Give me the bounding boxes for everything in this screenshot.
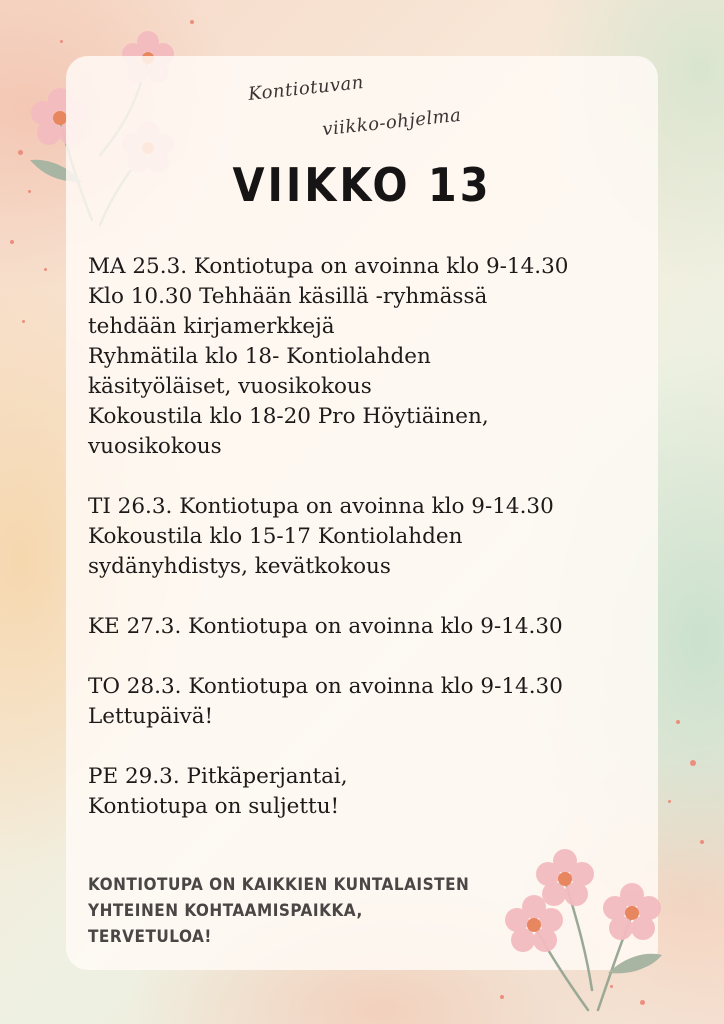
schedule-line: Kokoustila klo 15-17 Kontiolahden: [88, 524, 463, 549]
schedule-line: käsityöläiset, vuosikokous: [88, 374, 372, 399]
heading-line1: Kontiotuvan: [247, 71, 365, 106]
day-wednesday: [88, 612, 644, 642]
day-friday: [88, 762, 644, 822]
flower-f: [603, 883, 661, 940]
footer-line: YHTEINEN KOHTAAMISPAIKKA,: [88, 901, 363, 921]
day-tuesday: [88, 492, 644, 582]
schedule-line: Kokoustila klo 18-20 Pro Höytiäinen,: [88, 404, 489, 429]
weekly-schedule: [88, 252, 644, 852]
schedule-line: Kontiotupa on suljettu!: [88, 794, 340, 819]
heading-line2: viikko-ohjelma: [321, 104, 463, 141]
schedule-line: PE 29.3. Pitkäperjantai,: [88, 764, 348, 789]
schedule-line: TI 26.3. Kontiotupa on avoinna klo 9-14.30: [88, 494, 554, 519]
footer-line: TERVETULOA!: [88, 927, 212, 947]
schedule-line: KE 27.3. Kontiotupa on avoinna klo 9-14.30: [88, 614, 563, 639]
page-title: VIIKKO 13: [232, 158, 492, 212]
schedule-line: Ryhmätila klo 18- Kontiolahden: [88, 344, 431, 369]
schedule-line: TO 28.3. Kontiotupa on avoinna klo 9-14.30: [88, 674, 563, 699]
schedule-line: vuosikokous: [88, 434, 222, 459]
schedule-line: tehdään kirjamerkkejä: [88, 314, 335, 339]
schedule-line: MA 25.3. Kontiotupa on avoinna klo 9-14.30: [88, 254, 569, 279]
flower-cluster-bottom-right-icon: [500, 845, 675, 1015]
day-thursday: [88, 672, 644, 732]
flower-d: [536, 849, 594, 906]
schedule-line: Klo 10.30 Tehhään käsillä -ryhmässä: [88, 284, 488, 309]
day-monday: [88, 252, 644, 462]
footer-line: KONTIOTUPA ON KAIKKIEN KUNTALAISTEN: [88, 875, 470, 895]
program-card: [66, 56, 658, 970]
schedule-line: sydänyhdistys, kevätkokous: [88, 554, 391, 579]
schedule-line: Lettupäivä!: [88, 704, 214, 729]
